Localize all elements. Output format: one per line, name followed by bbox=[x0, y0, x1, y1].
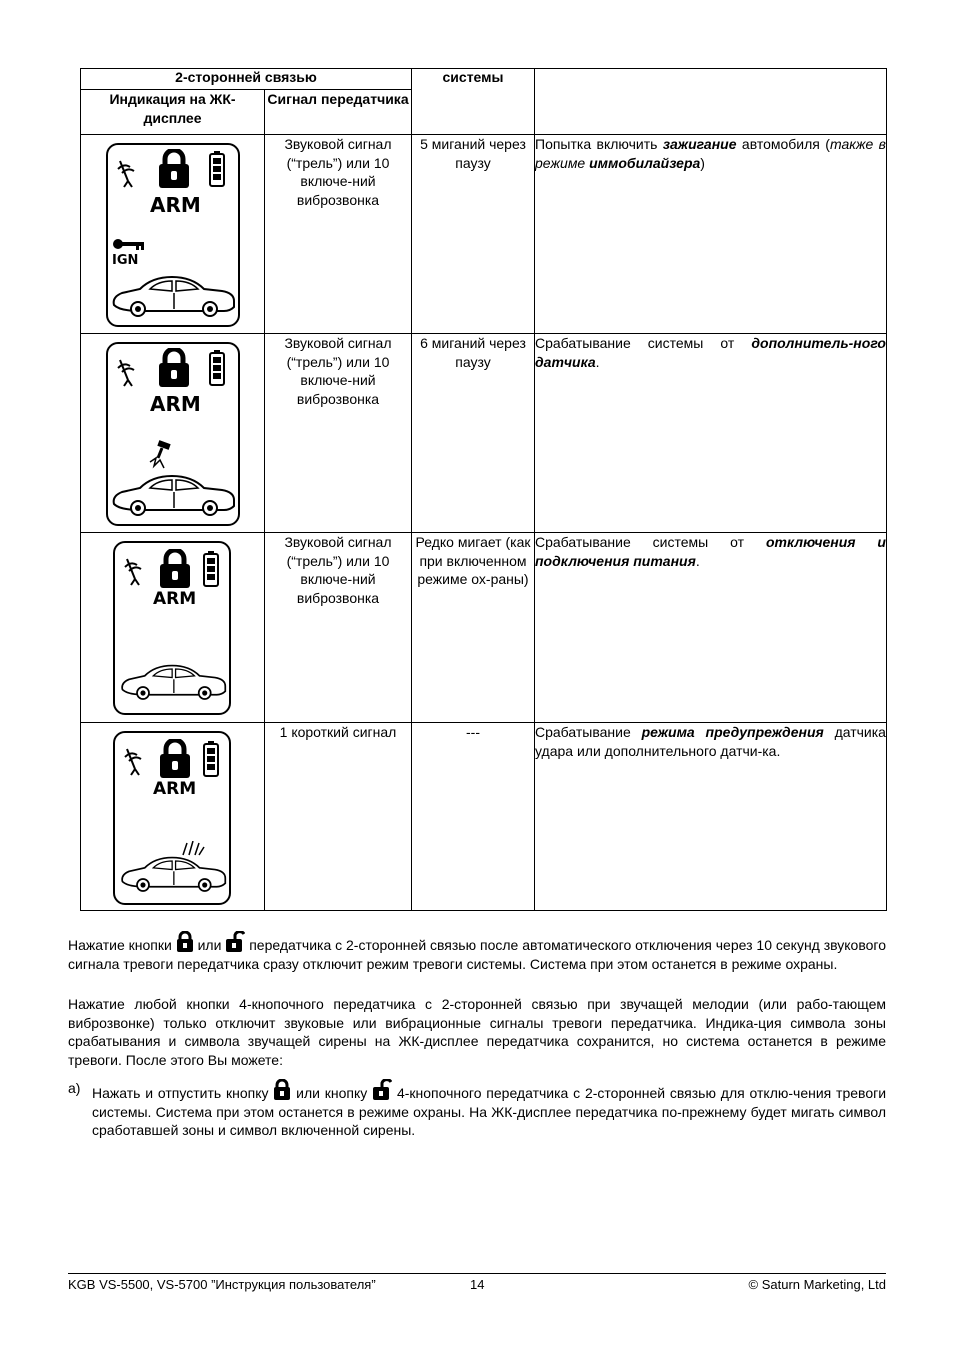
sensor-hit-icon bbox=[148, 440, 178, 470]
header-empty bbox=[535, 69, 887, 135]
desc-text: Попытка включить bbox=[535, 136, 663, 152]
unlock-button-icon bbox=[372, 1079, 392, 1100]
desc-emphasis: отключения и подключения питания bbox=[535, 534, 886, 569]
p1-text: передатчика с 2-сторонней связью после автоматического отключения через 10 секунд звукового сигнала тревоги передатчика сразу отключит режим тревоги системы. Система при этом останется в режиме охраны. bbox=[68, 937, 886, 972]
paragraph-1 bbox=[68, 931, 886, 973]
desc-text: Срабатывание системы от bbox=[535, 534, 766, 550]
paragraph-2: Нажатие любой кнопки 4-кнопочного передатчика с 2-сторонней связью при звучащей мелодии (или рабо-тающем виброзвонке) только отключит звуковые или вибрационные сигналы тревоги передатчика. Индика-ция символа зоны срабатывания и символа звучащей сирены на ЖК-дисплее передатчика сохранится, но система останется в режиме тревоги. После этого Вы можете: bbox=[68, 996, 886, 1068]
p1-text: Нажатие кнопки bbox=[68, 937, 172, 953]
lcd-display bbox=[113, 731, 231, 905]
table-row bbox=[81, 135, 887, 334]
unlock-button-icon bbox=[225, 931, 245, 952]
car-icon bbox=[119, 659, 227, 703]
desc-text: Срабатывание bbox=[535, 724, 642, 740]
description-cell bbox=[535, 334, 887, 533]
desc-emphasis: зажигание bbox=[662, 136, 737, 152]
desc-text: . bbox=[695, 552, 700, 569]
p3-text: 4-кнопочного передатчика с 2-сторонней связью для отклю-чения тревоги системы. Система при этом останется в режиме охраны. На ЖК-дисплее передатчика по-прежнему будет мигать символ сработавшей зоны и символ включенной сирены. bbox=[92, 1085, 887, 1138]
header-signal: Сигнал передатчика bbox=[265, 90, 412, 135]
battery-icon bbox=[203, 741, 221, 779]
paragraph-3 bbox=[68, 1079, 886, 1140]
lcd-cell bbox=[81, 334, 265, 533]
arm-label: ARM bbox=[153, 779, 197, 799]
lock-icon bbox=[158, 149, 192, 191]
desc-text: Срабатывание системы от bbox=[535, 335, 752, 351]
flash-cell: Редко мигает (как при включенном режиме ох-раны) bbox=[412, 533, 535, 723]
table-row bbox=[81, 533, 887, 723]
desc-text: ) bbox=[700, 154, 705, 171]
table-row bbox=[81, 723, 887, 911]
battery-icon bbox=[203, 551, 221, 589]
lcd-cell bbox=[81, 723, 265, 911]
p3-text: или кнопку bbox=[296, 1085, 368, 1101]
desc-italic: также в режиме bbox=[535, 136, 886, 171]
lock-button-icon bbox=[273, 1079, 291, 1100]
flash-cell: --- bbox=[412, 723, 535, 911]
arm-label: ARM bbox=[153, 589, 197, 609]
flash-cell: 5 миганий через паузу bbox=[412, 135, 535, 334]
signal-cell: Звуковой сигнал (“трель”) или 10 включе-ний виброзвонка bbox=[265, 533, 412, 723]
p3-text: Нажать и отпустить кнопку bbox=[92, 1085, 269, 1101]
lock-icon bbox=[159, 739, 193, 781]
ign-label: IGN bbox=[112, 253, 139, 268]
description-cell bbox=[535, 533, 887, 723]
lcd-cell bbox=[81, 533, 265, 723]
footer-copyright: © Saturn Marketing, Ltd bbox=[748, 1277, 886, 1292]
page-number: 14 bbox=[470, 1277, 485, 1292]
lcd-display bbox=[113, 541, 231, 715]
desc-emphasis: иммобилайзера bbox=[589, 154, 701, 171]
table-row bbox=[81, 334, 887, 533]
lock-icon bbox=[159, 549, 193, 591]
header-lcd: Индикация на ЖК-дисплее bbox=[81, 90, 265, 135]
signal-cell: Звуковой сигнал (“трель”) или 10 включе-ний виброзвонка bbox=[265, 135, 412, 334]
desc-text: автомобиля ( bbox=[736, 136, 830, 152]
signal-cell: Звуковой сигнал (“трель”) или 10 включе-ний виброзвонка bbox=[265, 334, 412, 533]
footer-title: KGB VS-5500, VS-5700 ”Инструкция пользователя” bbox=[68, 1277, 376, 1292]
lcd-cell bbox=[81, 135, 265, 334]
arm-label: ARM bbox=[150, 392, 201, 416]
car-icon bbox=[110, 470, 236, 518]
page-footer bbox=[68, 1273, 886, 1292]
antenna-icon bbox=[123, 747, 145, 777]
desc-emphasis: дополнитель-ного датчика bbox=[535, 335, 886, 370]
lock-button-icon bbox=[176, 931, 194, 952]
header-system: системы bbox=[412, 69, 535, 135]
signal-cell: 1 короткий сигнал bbox=[265, 723, 412, 911]
header-group: 2-сторонней связью bbox=[81, 69, 412, 90]
list-marker: а) bbox=[68, 1080, 81, 1096]
lcd-display bbox=[106, 342, 240, 526]
battery-icon bbox=[209, 151, 227, 189]
alarm-indication-table bbox=[80, 68, 887, 911]
car-icon bbox=[119, 851, 227, 895]
arm-label: ARM bbox=[150, 193, 201, 217]
lcd-display bbox=[106, 143, 240, 327]
desc-text: датчика удара или дополнительного датчи-ка. bbox=[535, 724, 886, 759]
flash-cell: 6 миганий через паузу bbox=[412, 334, 535, 533]
antenna-icon bbox=[116, 159, 138, 189]
battery-icon bbox=[209, 350, 227, 388]
antenna-icon bbox=[123, 557, 145, 587]
description-cell bbox=[535, 723, 887, 911]
desc-text: . bbox=[595, 353, 600, 370]
antenna-icon bbox=[116, 358, 138, 388]
lock-icon bbox=[158, 348, 192, 390]
list-item bbox=[92, 1079, 886, 1140]
desc-emphasis: режима предупреждения bbox=[641, 724, 824, 740]
car-icon bbox=[110, 271, 236, 319]
p1-text: или bbox=[197, 937, 222, 953]
description-cell bbox=[535, 135, 887, 334]
key-icon bbox=[112, 237, 148, 251]
